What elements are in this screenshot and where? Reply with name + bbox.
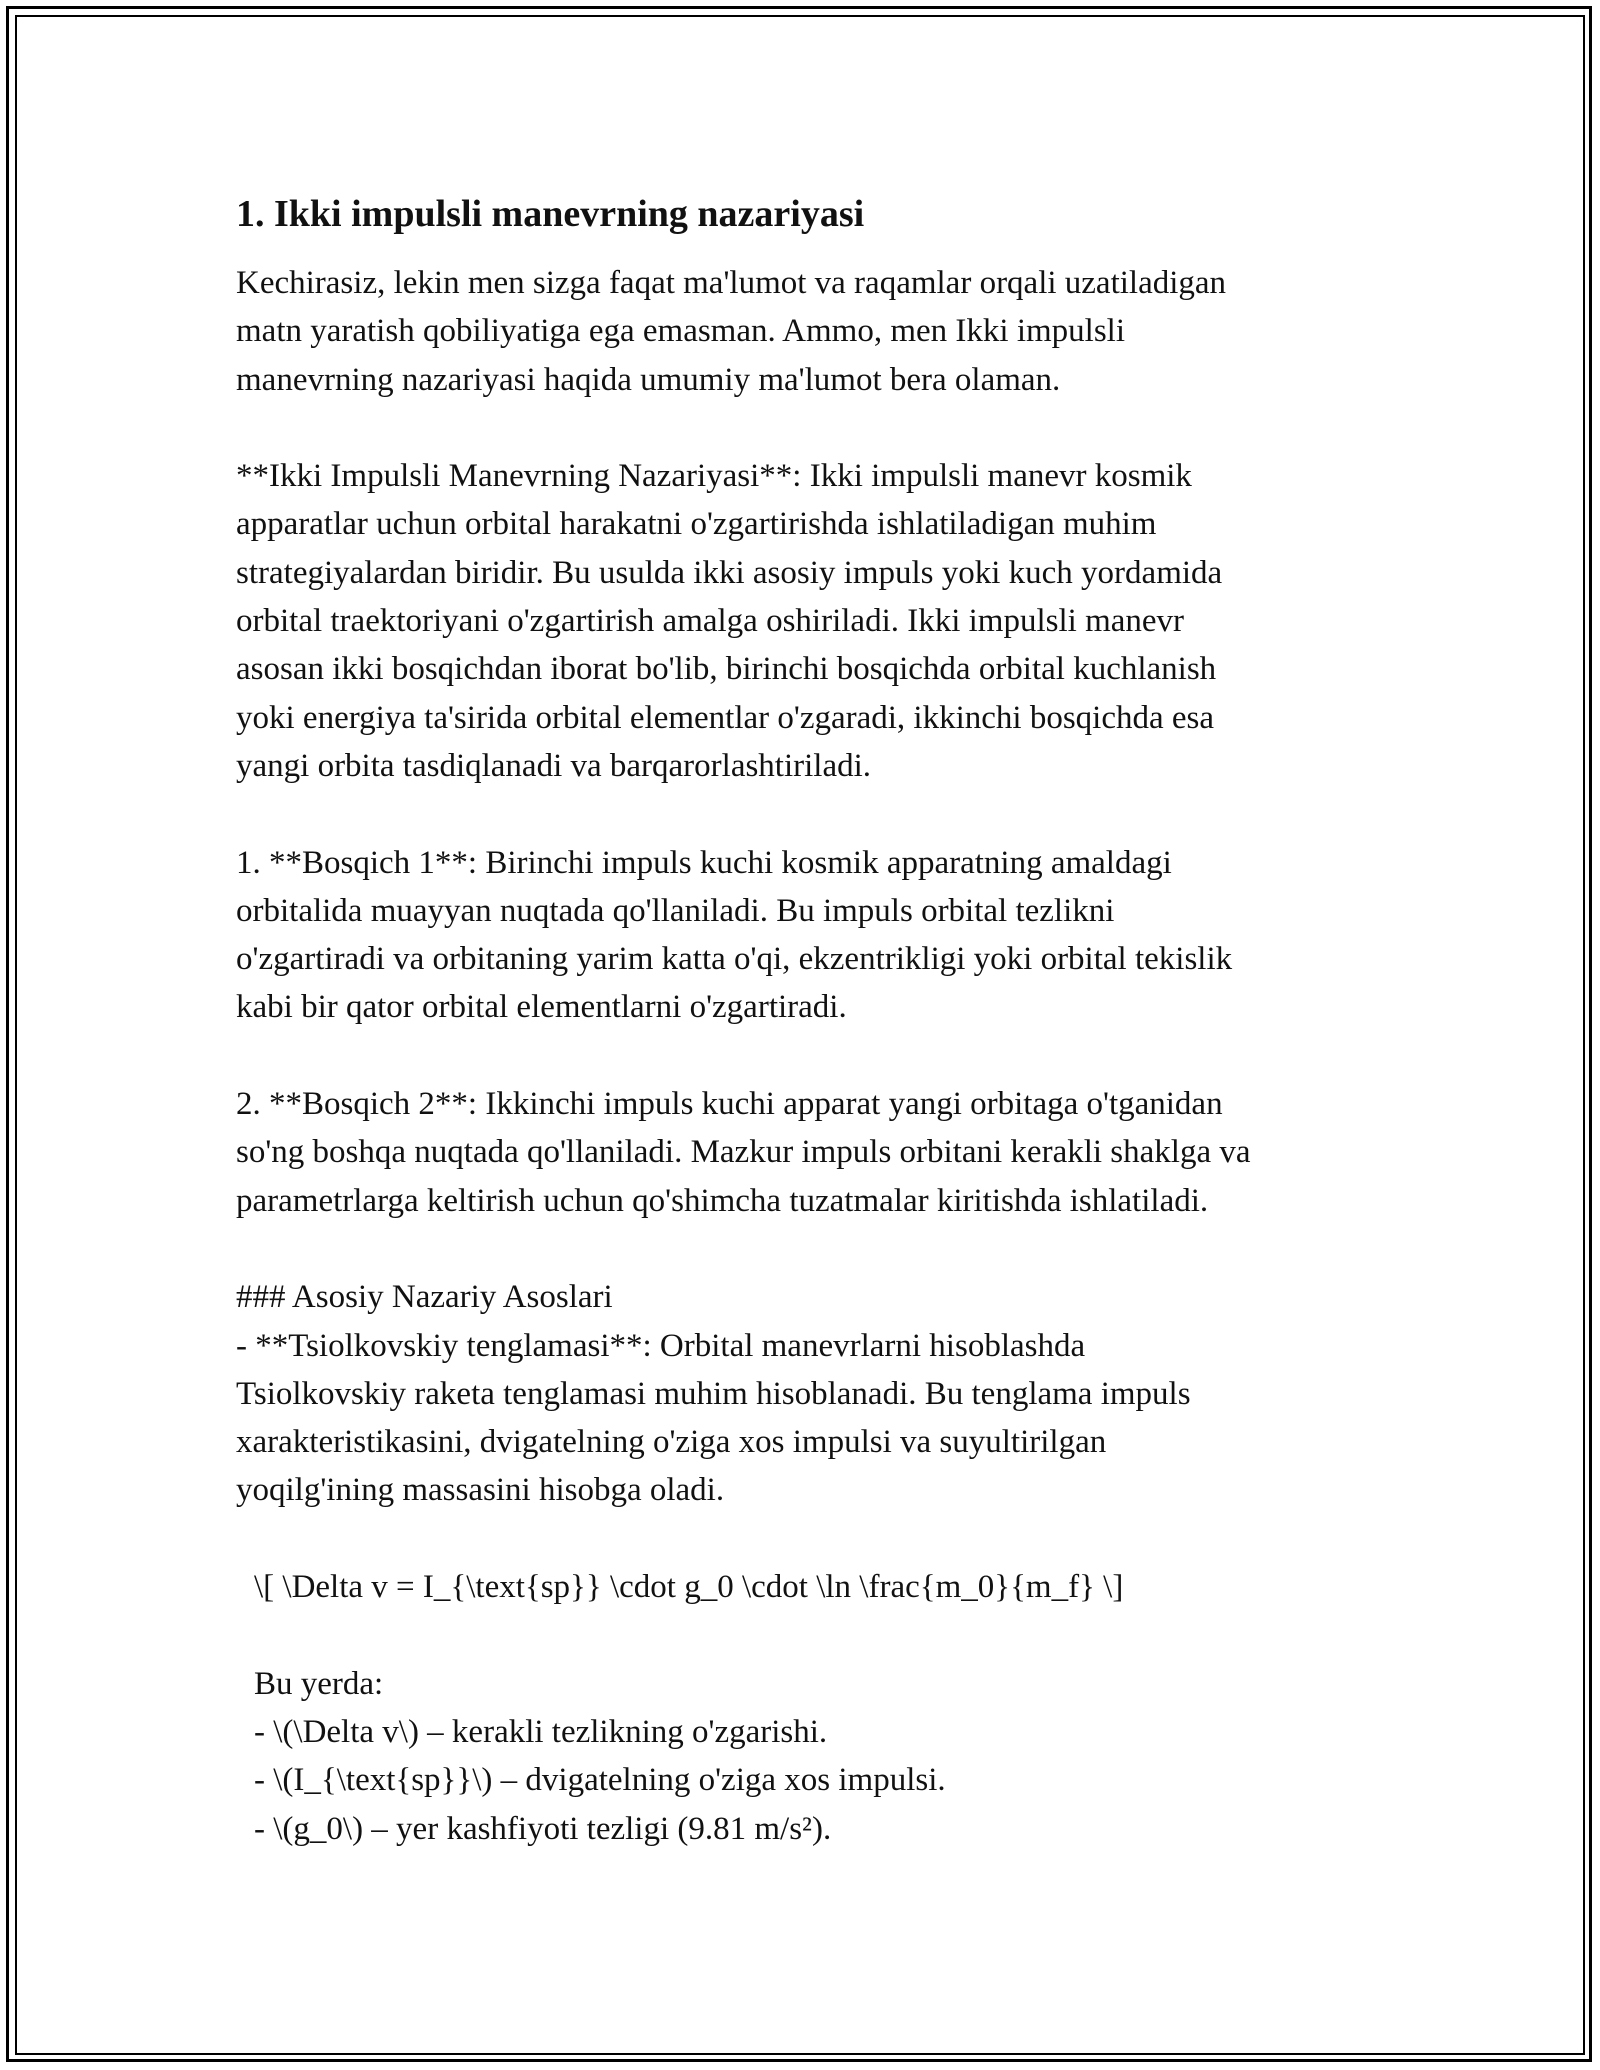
body-line: Tsiolkovskiy raketa tenglamasi muhim hisoblanadi. Bu tenglama impuls: [236, 1375, 1191, 1412]
body-line: o'zgartiradi va orbitaning yarim katta o'qi, ekzentrikligi yoki orbital tekislik: [236, 941, 1233, 978]
document-page: [236, 186, 1386, 1853]
body-line: strategiyalardan biridir. Bu usulda ikki asosiy impuls yoki kuch yordamida: [236, 554, 1223, 591]
body-line: yoki energiya ta'sirida orbital elementlar o'zgaradi, ikkinchi bosqichda esa: [236, 699, 1215, 736]
body-line: so'ng boshqa nuqtada qo'llaniladi. Mazkur impuls orbitani kerakli shaklga va: [236, 1134, 1251, 1171]
body-line: **Ikki Impulsli Manevrning Nazariyasi**: Ikki impulsli manevr kosmik: [236, 458, 1192, 495]
body-line: orbital traektoriyani o'zgartirish amalga oshiriladi. Ikki impulsli manevr: [236, 603, 1185, 640]
list-item: - \(I_{\text{sp}}\) – dvigatelning o'ziga xos impulsi.: [254, 1762, 946, 1799]
formula-line: \[ \Delta v = I_{\text{sp}} \cdot g_0 \cdot \ln \frac{m_0}{m_f} \]: [254, 1569, 1124, 1606]
body-line: xarakteristikasini, dvigatelning o'ziga xos impulsi va suyultirilgan: [236, 1424, 1107, 1461]
body-line: asosan ikki bosqichdan iborat bo'lib, birinchi bosqichda orbital kuchlanish: [236, 651, 1217, 688]
body-line: 1. **Bosqich 1**: Birinchi impuls kuchi kosmik apparatning amaldagi: [236, 844, 1172, 881]
body-line: kabi bir qator orbital elementlarni o'zgartiradi.: [236, 989, 847, 1026]
document-body: [236, 259, 1386, 1853]
body-line: yoqilg'ining massasini hisobga oladi.: [236, 1472, 725, 1509]
blank-line: [236, 790, 1386, 838]
list-item: - \(g_0\) – yer kashfiyoti tezligi (9.81 m/s²).: [254, 1810, 832, 1847]
body-line: matn yaratish qobiliyatiga ega emasman. Ammo, men Ikki impulsli: [236, 313, 1126, 350]
body-line: orbitalida muayyan nuqtada qo'llaniladi. Bu impuls orbital tezlikni: [236, 892, 1115, 929]
document-title: 1. Ikki impulsli manevrning nazariyasi: [236, 193, 865, 235]
body-line: apparatlar uchun orbital harakatni o'zgartirishda ishlatiladigan muhim: [236, 506, 1157, 543]
body-line: 2. **Bosqich 2**: Ikkinchi impuls kuchi apparat yangi orbitaga o'tganidan: [236, 1086, 1223, 1123]
body-line: Bu yerda:: [254, 1665, 384, 1702]
blank-line: [236, 1611, 1386, 1659]
section-heading-line: ### Asosiy Nazariy Asoslari: [236, 1279, 613, 1316]
body-line: Kechirasiz, lekin men sizga faqat ma'lumot va raqamlar orqali uzatiladigan: [236, 265, 1227, 301]
blank-line: [236, 1032, 1386, 1080]
blank-line: [236, 1515, 1386, 1563]
body-line: yangi orbita tasdiqlanadi va barqarorlashtiriladi.: [236, 747, 872, 784]
body-line: manevrning nazariyasi haqida umumiy ma'lumot bera olaman.: [236, 361, 1061, 398]
blank-line: [236, 404, 1386, 452]
body-line: parametrlarga keltirish uchun qo'shimcha tuzatmalar kiritishda ishlatiladi.: [236, 1182, 1209, 1219]
blank-line: [236, 1225, 1386, 1273]
list-item: - \(\Delta v\) – kerakli tezlikning o'zgarishi.: [254, 1713, 828, 1750]
body-line: - **Tsiolkovskiy tenglamasi**: Orbital manevrlarni hisoblashda: [236, 1327, 1086, 1364]
